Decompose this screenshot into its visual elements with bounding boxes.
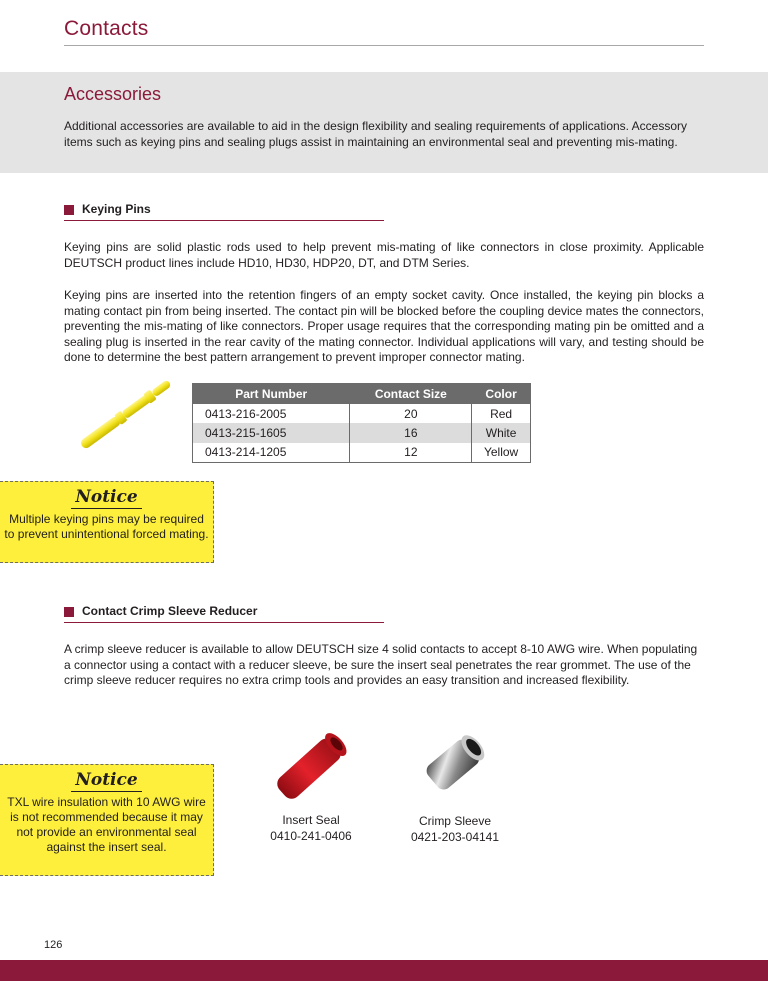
notice-title: Notice: [71, 487, 141, 509]
crimp-sleeve-image: [418, 728, 498, 798]
contact-size-cell: 16: [350, 423, 472, 443]
table-row: [193, 443, 531, 463]
insert-seal-name: Insert Seal: [282, 813, 340, 827]
part-number-cell: 0413-215-1605: [193, 423, 350, 443]
table-row: [193, 404, 531, 424]
color-cell: Red: [472, 404, 531, 424]
crimp-sleeve-heading: [64, 603, 384, 623]
crimp-sleeve-paragraph: A crimp sleeve reducer is available to allow DEUTSCH size 4 solid contacts to accept 8-10 AWG wire. When populating a connector using a contact with a reducer sleeve, be sure the insert seal penetrates the rear grommet. The use of the crimp sleeve reducer requires no extra crimp tools and provides an easy transition and increased flexibility.: [64, 642, 698, 688]
crimp-sleeve-heading-label: Contact Crimp Sleeve Reducer: [82, 604, 258, 618]
part-number-cell: 0413-214-1205: [193, 443, 350, 463]
notice-box-txl-wire: [0, 764, 214, 876]
accessories-title: Accessories: [64, 84, 162, 104]
notice-text: TXL wire insulation with 10 AWG wire is not recommended because it may not provide an environmental seal against the insert seal.: [7, 795, 206, 854]
section-bullet-icon: [64, 607, 74, 617]
page-number: 126: [44, 939, 63, 951]
keying-pins-heading: [64, 201, 384, 221]
contact-size-cell: 20: [350, 404, 472, 424]
title-rule: [64, 45, 704, 46]
column-header-contact-size: Contact Size: [350, 384, 472, 404]
insert-seal-caption: [256, 812, 366, 844]
keying-pins-paragraph-2: Keying pins are inserted into the retention fingers of an empty socket cavity. Once installed, the keying pin blocks a mating contact pin from being inserted. The contact pin will be blocked before the coupling device mates the connectors, preventing the mis-mating of like connectors. Proper usage requires that the corresponding mating pin be omitted and a sealing plug is inserted in the rear cavity of the mating connector. Individual applications will vary, and testing should be done to determine the best pattern arrangement to prevent improper connector mating.: [64, 288, 704, 365]
column-header-color: Color: [472, 384, 531, 404]
section-bullet-icon: [64, 205, 74, 215]
color-cell: White: [472, 423, 531, 443]
table-header-row: [193, 384, 531, 404]
accessories-intro: Additional accessories are available to aid in the design flexibility and sealing requirements of applications. Accessory items such as keying pins and sealing plugs assist in maintaining an environmental seal and preventing mis-mating.: [64, 119, 688, 149]
notice-box-keying-pins: [0, 481, 214, 563]
keying-pin-image: [66, 380, 176, 458]
part-number-cell: 0413-216-2005: [193, 404, 350, 424]
column-header-part-number: Part Number: [193, 384, 350, 404]
footer-bar: [0, 960, 768, 981]
crimp-sleeve-name: Crimp Sleeve: [418, 814, 492, 828]
notice-title: Notice: [71, 770, 141, 792]
notice-text: Multiple keying pins may be required to prevent unintentional forced mating.: [4, 512, 209, 541]
crimp-sleeve-caption: [400, 813, 510, 845]
contact-size-cell: 12: [350, 443, 472, 463]
page-title: Contacts: [64, 17, 149, 40]
crimp-sleeve-part-number: 0421-203-04141: [410, 830, 500, 844]
table-row: [193, 423, 531, 443]
keying-pins-heading-label: Keying Pins: [82, 202, 151, 216]
insert-seal-part-number: 0410-241-0406: [270, 829, 352, 843]
insert-seal-image: [268, 726, 354, 808]
color-cell: Yellow: [472, 443, 531, 463]
keying-pins-table: [192, 383, 531, 463]
keying-pins-paragraph-1: Keying pins are solid plastic rods used to help prevent mis-mating of like connectors in close proximity. Applicable DEUTSCH product lines include HD10, HD30, HDP20, DT, and DTM Series.: [64, 240, 704, 270]
